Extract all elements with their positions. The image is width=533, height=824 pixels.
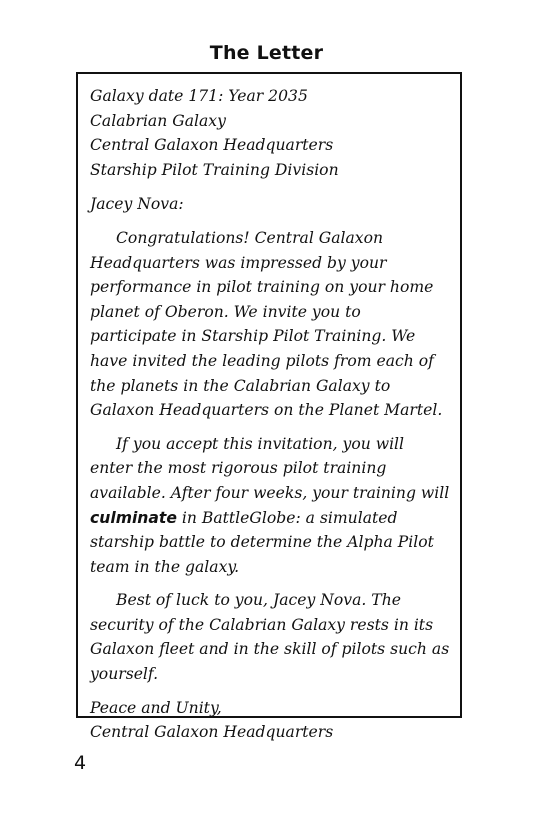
letter-division: Starship Pilot Training Division <box>90 160 339 179</box>
vocabulary-word: culminate <box>90 508 177 527</box>
letter-date: Galaxy date 171: Year 2035 <box>90 87 308 105</box>
letter-paragraph-1: Congratulations! Central Galaxon Headquarters was impressed by your performance in pilot training on your home planet of Oberon. We invite you to participate in Starship Pilot Training. We have invited the leading pilots from each of the planets in the Calabrian Galaxy to Galaxon Headquarters on the Planet Martel. <box>90 228 443 420</box>
letter-salutation: Jacey Nova: <box>90 195 184 214</box>
letter-organization: Central Galaxon Headquarters <box>90 136 334 155</box>
letter-box <box>76 72 462 742</box>
letter-header <box>90 84 450 182</box>
closing-signature: Central Galaxon Headquarters <box>90 723 334 742</box>
paragraph-2-text-after: in BattleGlobe: a simulated starship battle to determine the Alpha Pilot team in the galaxy. <box>90 508 434 576</box>
page-title: The Letter <box>209 42 324 64</box>
closing-line: Peace and Unity, <box>90 698 222 717</box>
letter-closing <box>90 696 450 745</box>
letter-galaxy: Calabrian Galaxy <box>90 111 226 130</box>
page-number: 4 <box>74 752 87 774</box>
letter-paragraph-2 <box>90 432 450 580</box>
letter-paragraph-3: Best of luck to you, Jacey Nova. The security of the Calabrian Galaxy rests in its Galaxon fleet and in the skill of pilots such as yourself. <box>90 591 450 684</box>
paragraph-2-text-before: If you accept this invitation, you will enter the most rigorous pilot training available. After four weeks, your training will <box>90 434 450 502</box>
